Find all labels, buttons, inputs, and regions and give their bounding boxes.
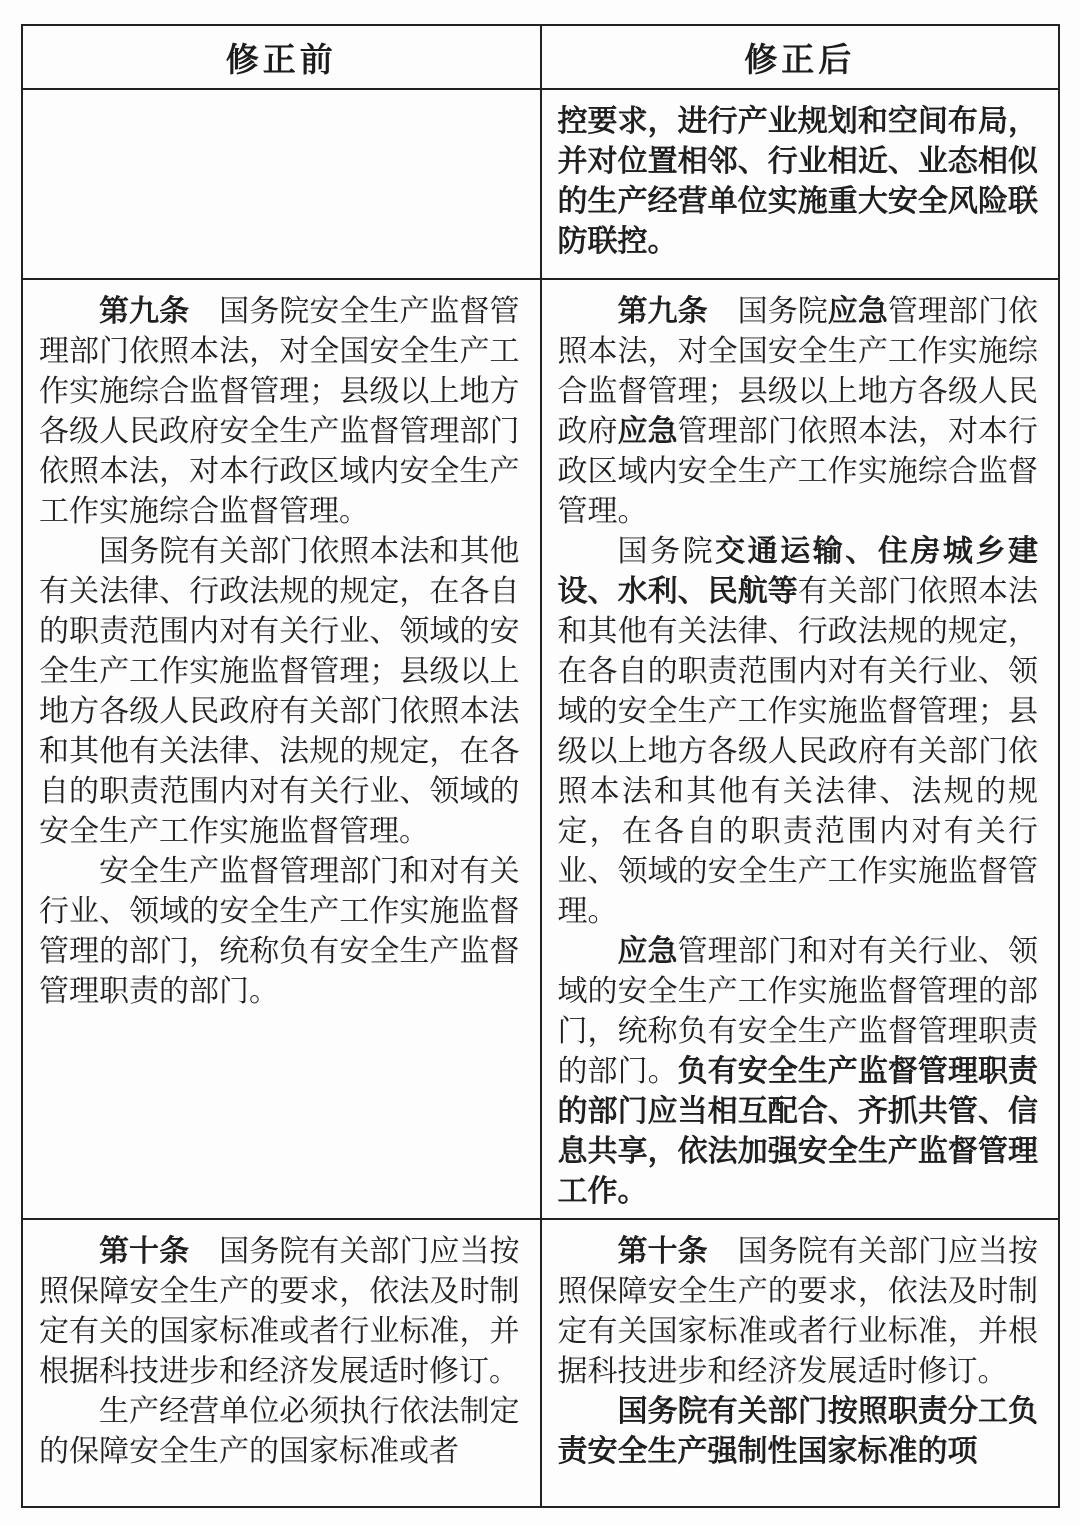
paragraph — [558, 932, 1039, 1212]
text-run: 国务院 — [617, 535, 716, 568]
table-row — [22, 279, 1059, 1219]
cell-after — [541, 1219, 1060, 1507]
text-run: 安全生产监督管理部门和对有关行业、领域的安全生产工作实施监督管理的部门，统称负有安全生产监督管理职责的部门。 — [39, 855, 520, 1008]
paragraph — [39, 532, 520, 852]
text-run: 国务院有关部门按照职责分工负责安全生产强制性国家标准的项 — [557, 1395, 1038, 1468]
paragraph — [39, 852, 520, 1012]
text-run: 有关部门依照本法和其他有关法律、行政法规的规定，在各自的职责范围内对有关行业、领域的安全生产工作实施监督管理；县级以上地方各级人民政府有关部门依照本法和其他有关法律、法规的规定，在各自的职责范围内对有关行业、领域的安全生产工作实施监督管理。 — [557, 575, 1039, 928]
amendment-comparison-table — [21, 24, 1060, 1508]
text-run: 国务院安全生产监督管理部门依照本法，对全国安全生产工作实施综合监督管理；县级以上地方各级人民政府安全生产监督管理部门依照本法，对本行政区域内安全生产工作实施综合监督管理。 — [39, 295, 520, 528]
text-run: 控要求，进行产业规划和空间布局，并对位置相邻、行业相近、业态相似的生产经营单位实施重大安全风险联防联控。 — [557, 105, 1038, 258]
text-run: 生产经营单位必须执行依法制定的保障安全生产的国家标准或者 — [39, 1395, 520, 1468]
text-run: 交通运输、住房城乡建设、水利、民航等 — [557, 535, 1038, 608]
cell-after — [541, 279, 1060, 1219]
text-run: 应急 — [617, 415, 678, 448]
cell-before — [22, 89, 541, 279]
text-run: 应急 — [617, 935, 678, 968]
text-run: 第九条 — [99, 295, 190, 328]
paragraph — [558, 1232, 1039, 1392]
column-header-after: 修正后 — [541, 25, 1060, 89]
table-header — [22, 25, 1059, 89]
paragraph — [558, 102, 1039, 262]
cell-before — [22, 279, 541, 1219]
text-run: 国务院有关部门应当按照保障安全生产的要求，依法及时制定有关国家标准或者行业标准，并根据科技进步和经济发展适时修订。 — [557, 1235, 1039, 1388]
paragraph — [558, 532, 1039, 932]
text-run: 第九条 — [617, 295, 708, 328]
cell-after — [541, 89, 1060, 279]
text-run: 管理部门依照本法，对本行政区域内安全生产工作实施综合监督管理。 — [557, 415, 1039, 528]
text-run: 国务院有关部门依照本法和其他有关法律、行政法规的规定，在各自的职责范围内对有关行业、领域的安全生产工作实施监督管理；县级以上地方各级人民政府有关部门依照本法和其他有关法律、法规的规定，在各自的职责范围内对有关行业、领域的安全生产工作实施监督管理。 — [39, 535, 520, 848]
text-run: 国务院有关部门应当按照保障安全生产的要求，依法及时制定有关的国家标准或者行业标准，并根据科技进步和经济发展适时修订。 — [39, 1235, 520, 1388]
table-row — [22, 89, 1059, 279]
table-row — [22, 1219, 1059, 1507]
paragraph — [39, 1392, 520, 1472]
text-run: 第十条 — [617, 1235, 708, 1268]
text-run: 国务院 — [707, 295, 828, 328]
text-run: 负有安全生产监督管理职责的部门应当相互配合、齐抓共管、信息共享，依法加强安全生产监督管理工作。 — [557, 1055, 1039, 1208]
column-header-before: 修正前 — [22, 25, 541, 89]
text-run: 应急 — [827, 295, 888, 328]
header-row — [22, 25, 1059, 89]
paragraph — [558, 1392, 1039, 1472]
paragraph — [558, 292, 1039, 532]
cell-before — [22, 1219, 541, 1507]
text-run: 第十条 — [99, 1235, 190, 1268]
paragraph — [39, 292, 520, 532]
paragraph — [39, 1232, 520, 1392]
text-run: 管理部门和对有关行业、领域的安全生产工作实施监督管理的部门，统称负有安全生产监督管理职责的部门。 — [557, 935, 1039, 1088]
text-run: 管理部门依照本法，对全国安全生产工作实施综合监督管理；县级以上地方各级人民政府 — [557, 295, 1039, 448]
table-body — [22, 89, 1059, 1507]
